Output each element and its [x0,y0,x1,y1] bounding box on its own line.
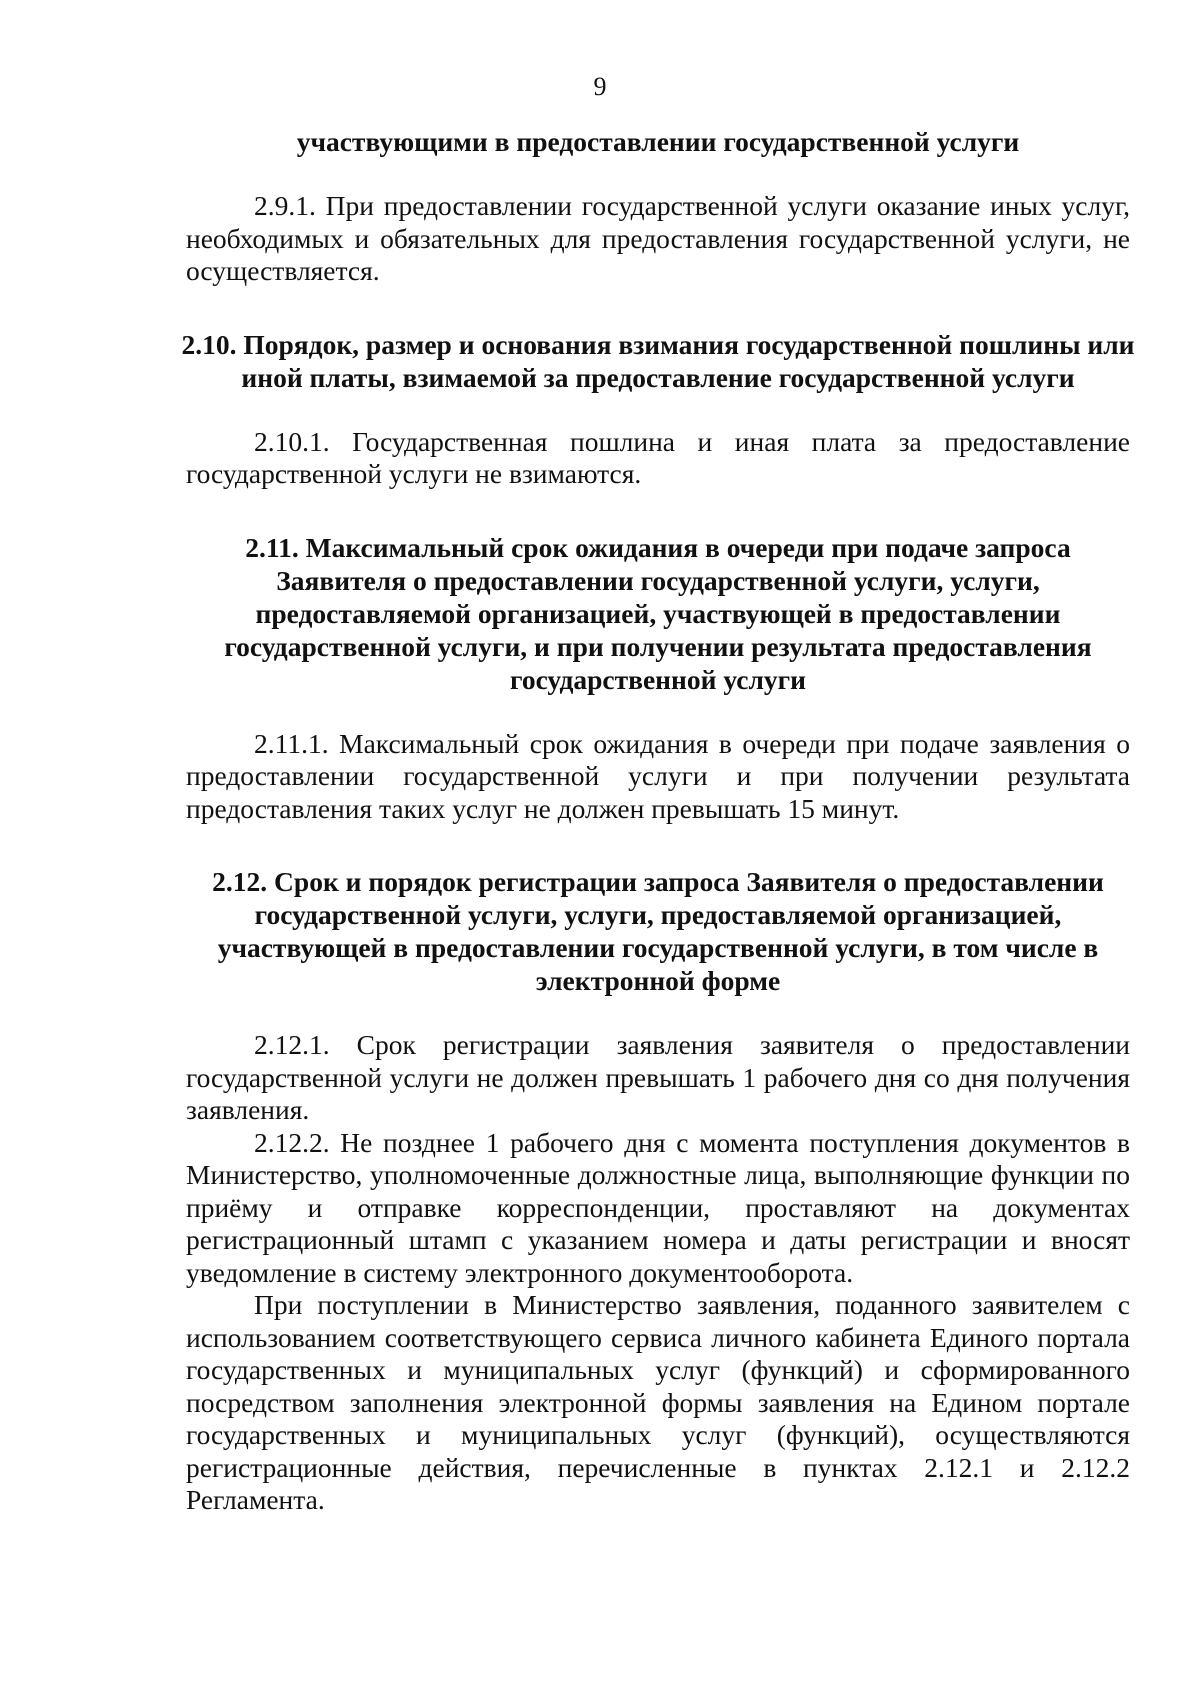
section-heading-2-12: 2.12. Срок и порядок регистрации запроса Заявителя о предоставлении государственной услуги, услуги, предоставляемой организацией, участвующей в предоставлении государственной услуги, в том числе в электронной форме [212,866,1104,996]
page-content [181,125,1135,1517]
paragraph-2-10-1: 2.10.1. Государственная пошлина и иная плата за предоставление государственной услуги не взимаются. [186,425,1130,489]
paragraph-2-11-1: 2.11.1. Максимальный срок ожидания в очереди при подаче заявления о предоставлении государственной услуги и при получении результата предоставления таких услуг не должен превышать 15 минут. [186,727,1130,824]
paragraph-2-9-1: 2.9.1. При предоставлении государственной услуги оказание иных услуг, необходимых и обязательных для предоставления государственной услуги, не осуществляется. [186,190,1130,286]
section-heading-2-10: 2.10. Порядок, размер и основания взимания государственной пошлины или иной платы, взимаемой за предоставление государственной услуги [181,328,1135,393]
section-heading-2-11: 2.11. Максимальный срок ожидания в очереди при подаче запроса Заявителя о предоставлении государственной услуги, услуги, предоставляемой организацией, участвующей в предоставлении государственной услуги, и при получении результата предоставления государственной услуги [224,531,1092,695]
paragraph-portal-registration: При поступлении в Министерство заявления, поданного заявителем с использованием соответствующего сервиса личного кабинета Единого портала государственных и муниципальных услуг (функций) и сформированного посредством заполнения электронной формы заявления на Едином портале государственных и муниципальных услуг (функций), осуществляются регистрационные действия, перечисленные в пунктах 2.12.1 и 2.12.2 Регламента. [186,1289,1130,1515]
section-heading-continuation: участвующими в предоставлении государственной услуги [296,126,1020,157]
paragraph-2-12-2: 2.12.2. Не позднее 1 рабочего дня с момента поступления документов в Министерство, уполномоченные должностные лица, выполняющие функции по приёму и отправке корреспонденции, проставляют на документах регистрационный штамп с указанием номера и даты регистрации и вносят уведомление в систему электронного документооборота. [186,1126,1130,1288]
page-number: 9 [593,72,607,101]
paragraph-2-12-1: 2.12.1. Срок регистрации заявления заявителя о предоставлении государственной услуги не должен превышать 1 рабочего дня со дня получения заявления. [186,1029,1130,1125]
